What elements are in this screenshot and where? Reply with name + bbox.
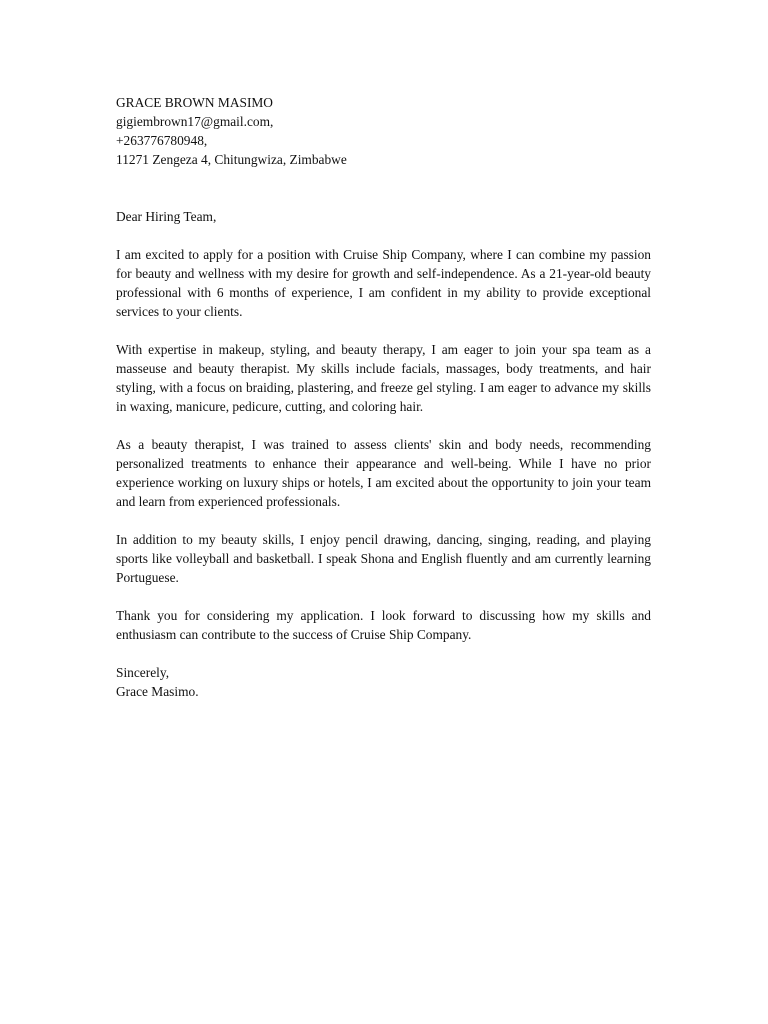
sender-phone: +263776780948, bbox=[116, 133, 208, 148]
paragraph-training: As a beauty therapist, I was trained to assess clients' skin and body needs, recommending personalized treatments to enhance their appearance and well-being. While I have no prior experience working on luxury ships or hotels, I am excited about the opportunity to join your team and learn from experienced professionals. bbox=[116, 437, 651, 509]
sender-address: 11271 Zengeza 4, Chitungwiza, Zimbabwe bbox=[116, 152, 347, 167]
header-spacer bbox=[116, 169, 651, 207]
cover-letter-page bbox=[116, 93, 651, 701]
sender-header bbox=[116, 93, 651, 169]
sender-name: GRACE BROWN MASIMO bbox=[116, 95, 273, 110]
paragraph-hobbies: In addition to my beauty skills, I enjoy pencil drawing, dancing, singing, reading, and playing sports like volleyball and basketball. I speak Shona and English fluently and am currently learning Portuguese. bbox=[116, 532, 651, 585]
sender-email: gigiembrown17@gmail.com, bbox=[116, 114, 274, 129]
valediction: Sincerely, bbox=[116, 665, 170, 680]
greeting: Dear Hiring Team, bbox=[116, 209, 217, 224]
paragraph-intro: I am excited to apply for a position with Cruise Ship Company, where I can combine my passion for beauty and wellness with my desire for growth and self-independence. As a 21-year-old beauty professional with 6 months of experience, I am confident in my ability to provide exceptional services to your clients. bbox=[116, 247, 651, 319]
paragraph-skills: With expertise in makeup, styling, and beauty therapy, I am eager to join your spa team as a masseuse and beauty therapist. My skills include facials, massages, body treatments, and hair styling, with a focus on braiding, plastering, and freeze gel styling. I am eager to advance my skills in waxing, manicure, pedicure, cutting, and coloring hair. bbox=[116, 342, 651, 414]
closing bbox=[116, 663, 651, 701]
paragraph-thanks: Thank you for considering my application. I look forward to discussing how my skills and enthusiasm can contribute to the success of Cruise Ship Company. bbox=[116, 608, 651, 642]
signature-name: Grace Masimo. bbox=[116, 684, 199, 699]
